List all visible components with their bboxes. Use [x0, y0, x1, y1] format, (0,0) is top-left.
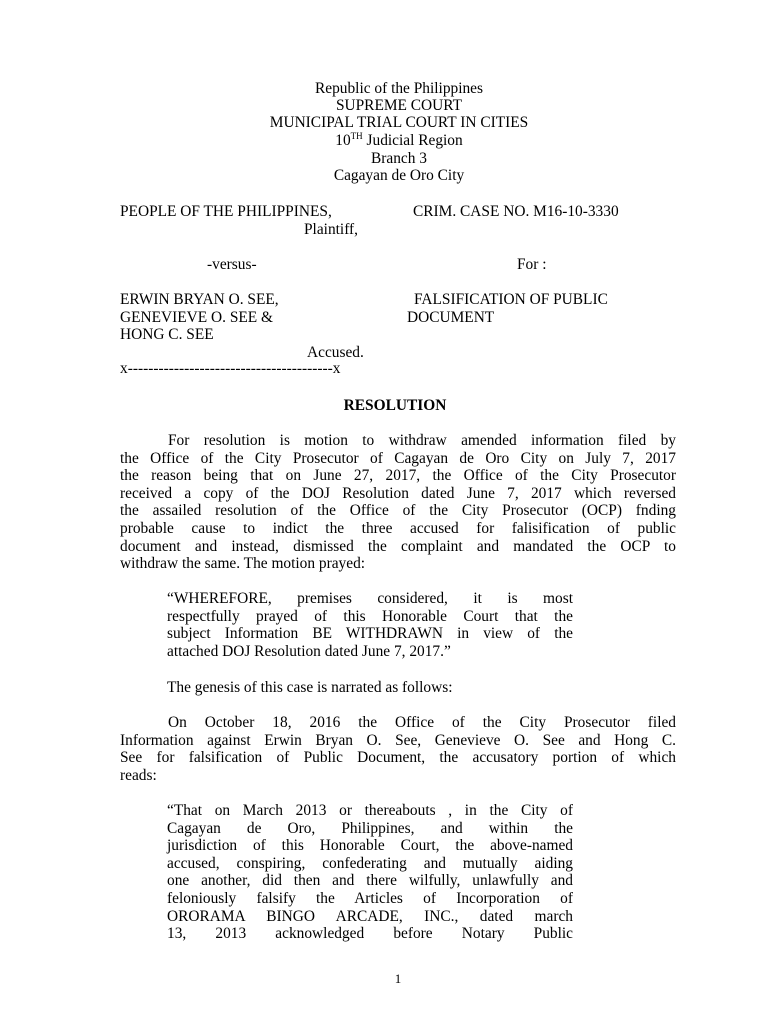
quote-2 [167, 802, 573, 943]
header-court: SUPREME COURT [335, 97, 463, 114]
p1-line: withdraw the same. The motion prayed: [120, 555, 366, 573]
p1-line: the assailed resolution of the Office of the City Prosecutor (OCP) fnding [120, 502, 676, 520]
region-superscript: TH [350, 131, 363, 141]
case-number: CRIM. CASE NO. M16-10-3330 [413, 203, 619, 220]
header-region [0, 132, 768, 150]
q2-line: 13, 2013 acknowledged before Notary Public [167, 925, 573, 943]
q2-line: ORORAMA BINGO ARCADE, INC., dated march [167, 907, 573, 925]
paragraph-1 [120, 432, 676, 573]
region-number: 10 [335, 132, 351, 149]
accused-2: GENEVIEVE O. SEE & [120, 309, 274, 326]
accused-role: Accused. [307, 344, 364, 361]
p1-line: received a copy of the DOJ Resolution dated June 7, 2017 which reversed [120, 484, 676, 502]
plaintiff-role: Plaintiff, [304, 221, 359, 238]
q2-line: “That on March 2013 or thereabouts , in the City of [167, 802, 573, 819]
q1-line: “WHEREFORE, premises considered, it is most [167, 590, 573, 607]
plaintiff-name: PEOPLE OF THE PHILIPPINES, [120, 203, 332, 220]
accused-1: ERWIN BRYAN O. SEE, [120, 291, 279, 308]
caption-divider: x----------------------------------------x [120, 360, 341, 377]
quote-1 [167, 590, 573, 660]
offense-line-1: FALSIFICATION OF PUBLIC [414, 291, 608, 308]
q2-line: Cagayan de Oro, Philippines, and within the [167, 819, 573, 837]
p3-line: Information against Erwin Bryan O. See, Genevieve O. See and Hong C. [120, 731, 676, 749]
p3-line: reads: [120, 766, 157, 784]
q1-line: respectfully prayed of this Honorable Court that the [167, 607, 573, 625]
p1-line: the Office of the City Prosecutor of Cagayan de Oro City on July 7, 2017 [120, 449, 676, 467]
p1-line: the reason being that on June 27, 2017, the Office of the City Prosecutor [120, 467, 676, 485]
header-republic: Republic of the Philippines [315, 80, 483, 97]
accused-3: HONG C. SEE [120, 326, 214, 343]
p1-line: document and instead, dismissed the complaint and mandated the OCP to [120, 537, 676, 555]
p1-line: For resolution is motion to withdraw amended information filed by [168, 432, 676, 449]
p3-line: See for falsification of Public Document, the accusatory portion of which [120, 749, 676, 767]
paragraph-2: The genesis of this case is narrated as follows: [167, 679, 453, 696]
versus-label: -versus- [207, 256, 257, 273]
header-city: Cagayan de Oro City [333, 167, 465, 184]
p3-line: On October 18, 2016 the Office of the City Prosecutor filed [168, 714, 676, 731]
document-title: RESOLUTION [343, 397, 447, 414]
q2-line: one another, did then and there wilfully, unlawfully and [167, 872, 573, 890]
header-branch: Branch 3 [371, 150, 427, 167]
q2-line: accused, conspiring, confederating and mutually aiding [167, 854, 573, 872]
offense-line-2: DOCUMENT [407, 309, 495, 326]
q2-line: feloniously falsify the Articles of Incorporation of [167, 889, 573, 907]
page-number: 1 [394, 971, 402, 986]
q1-line: subject Information BE WITHDRAWN in view of the [167, 625, 573, 643]
for-label: For : [517, 256, 547, 273]
region-text: Judicial Region [362, 132, 463, 149]
header-trial-court: MUNICIPAL TRIAL COURT IN CITIES [269, 114, 529, 131]
q1-line: attached DOJ Resolution dated June 7, 2017.” [167, 642, 451, 660]
p1-line: probable cause to indict the three accused for falisification of public [120, 519, 676, 537]
paragraph-3 [120, 714, 676, 784]
q2-line: jurisdiction of this Honorable Court, the above-named [167, 837, 573, 855]
